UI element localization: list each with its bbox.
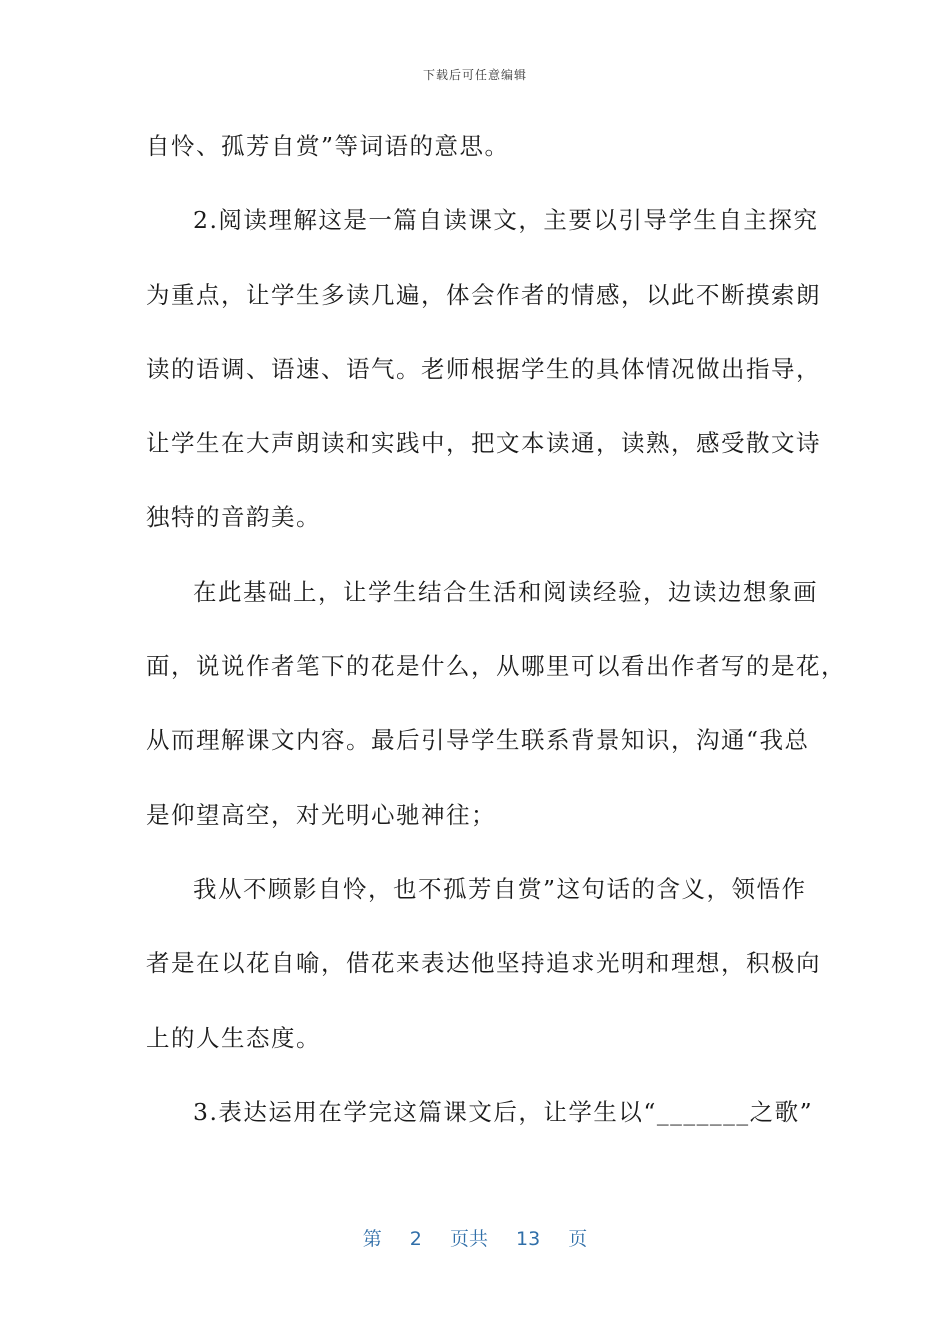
text-line: 我从不顾影自怜，也不孤芳自赏”这句话的含义，领悟作 — [193, 874, 807, 903]
text-line: 面，说说作者笔下的花是什么，从哪里可以看出作者写的是花， — [146, 652, 846, 681]
text-line: 自怜、孤芳自赏”等词语的意思。 — [146, 132, 510, 160]
document-body — [146, 124, 846, 1164]
footer-page-number: 2 — [409, 1228, 422, 1250]
text-line: 在此基础上，让学生结合生活和阅读经验，边读边想象画 — [193, 577, 818, 606]
text-line: 独特的音韵美。 — [146, 503, 321, 532]
footer-suffix: 页 — [568, 1228, 588, 1250]
text-line: 2.阅读理解这是一篇自读课文，主要以引导学生自主探究 — [193, 206, 819, 235]
text-line: 读的语调、语速、语气。老师根据学生的具体情况做出指导， — [146, 354, 821, 383]
text-line: 让学生在大声朗读和实践中，把文本读通，读熟，感受散文诗 — [146, 429, 821, 458]
footer-middle: 页共 — [449, 1228, 488, 1250]
text-line: 为重点，让学生多读几遍，体会作者的情感，以此不断摸索朗 — [146, 280, 821, 309]
footer-prefix: 第 — [362, 1228, 382, 1250]
text-line: 是仰望高空，对光明心驰神往； — [146, 800, 496, 829]
text-line: 者是在以花自喻，借花来表达他坚持追求光明和理想，积极向 — [146, 949, 821, 978]
page-footer — [0, 1224, 950, 1251]
header-note: 下载后可任意编辑 — [422, 68, 527, 82]
text-line: 从而理解课文内容。最后引导学生联系背景知识，沟通“我总 — [146, 726, 810, 755]
text-line: 上的人生态度。 — [146, 1023, 321, 1052]
footer-total-pages: 13 — [516, 1228, 541, 1250]
text-line: 3.表达运用在学完这篇课文后，让学生以“_______之歌” — [193, 1097, 814, 1126]
